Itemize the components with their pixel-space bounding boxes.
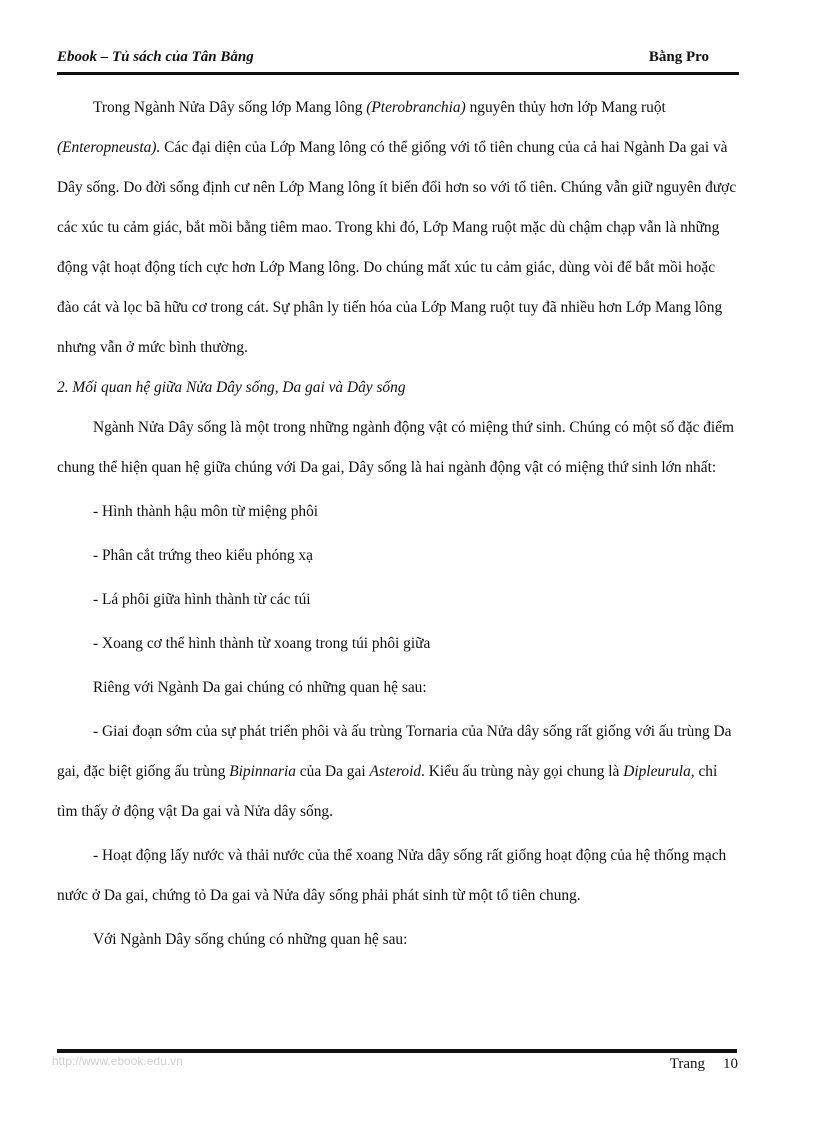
latin-term: Bipinnaria <box>229 763 296 780</box>
bullet-item: - Hình thành hậu môn từ miệng phôi <box>93 503 319 520</box>
paragraph-5: - Hoạt động lấy nước và thải nước của thể xoang Nửa dây sống rất giống hoạt động của hệ thống mạch nước ở Da gai, chứng tỏ Da gai và Nửa dây sống phải phát sinh từ một tổ tiên chung. <box>57 847 727 904</box>
footer-watermark-url: http://www.ebook.edu.vn <box>52 1054 183 1068</box>
bullet-item: - Phân cắt trứng theo kiểu phóng xạ <box>93 547 313 564</box>
text-run: của Da gai <box>295 763 370 780</box>
header-title: Ebook – Tủ sách của Tân Bằng <box>57 49 254 65</box>
document-body <box>57 88 741 960</box>
text-run: , chỉ tìm thấy ở động vật Da gai và Nửa dây sống. <box>57 763 718 820</box>
page-number-value: 10 <box>723 1056 738 1072</box>
bullet-item: - Lá phôi giữa hình thành từ các túi <box>93 591 311 608</box>
text-run: Trong Ngành Nửa Dây sống lớp Mang lông <box>93 99 367 116</box>
paragraph-6: Với Ngành Dây sống chúng có những quan hệ sau: <box>93 931 408 948</box>
latin-term: Dipleurula <box>623 763 691 780</box>
paragraph-1 <box>57 88 741 368</box>
latin-term: (Enteropneusta). <box>57 139 161 156</box>
text-run: . Kiểu ấu trùng này gọi chung là <box>421 763 624 780</box>
paragraph-3: Riêng với Ngành Da gai chúng có những quan hệ sau: <box>93 679 427 696</box>
text-run: - Giai đoạn sớm của sự phát triển phôi và ấu trùng Tornaria của Nửa dây sống rất giống với ấu trùng Da gai, đặc biệt giống ấu trùng <box>57 723 732 780</box>
header-author: Bằng Pro <box>648 49 709 65</box>
latin-term: Asteroid <box>369 763 422 780</box>
section-heading: 2. Mối quan hệ giữa Nửa Dây sống, Da gai và Dây sống <box>57 379 406 396</box>
page-label: Trang <box>669 1056 705 1072</box>
paragraph-2: Ngành Nửa Dây sống là một trong những ngành động vật có miệng thứ sinh. Chúng có một số đặc điểm chung thể hiện quan hệ giữa chúng với Da gai, Dây sống là hai ngành động vật có miệng thứ sinh lớn nhất: <box>57 419 734 476</box>
text-run: Các đại diện của Lớp Mang lông có thể giống với tổ tiên chung của cả hai Ngành Da gai và Dây sống. Do đời sống định cư nên Lớp Mang lông ít biến đổi hơn so với tổ tiên. Chúng vẫn giữ nguyên được các xúc tu cảm giác, bắt mồi bằng tiêm mao. Trong khi đó, Lớp Mang ruột mặc dù chậm chạp vẫn là những động vật hoạt động tích cực hơn Lớp Mang lông. Do chúng mất xúc tu cảm giác, dùng vòi để bắt mồi hoặc đào cát và lọc bã hữu cơ trong cát. Sự phân ly tiến hóa của Lớp Mang ruột tuy đã nhiều hơn Lớp Mang lông nhưng vẫn ở mức bình thường. <box>57 139 737 356</box>
page-header <box>57 48 739 75</box>
text-run: nguyên thủy hơn lớp Mang ruột <box>465 99 666 116</box>
latin-term: (Pterobranchia) <box>366 99 466 116</box>
bullet-item: - Xoang cơ thể hình thành từ xoang trong túi phôi giữa <box>93 635 431 652</box>
paragraph-4 <box>57 712 741 832</box>
page-number <box>670 1056 738 1073</box>
footer-divider <box>57 1049 737 1052</box>
